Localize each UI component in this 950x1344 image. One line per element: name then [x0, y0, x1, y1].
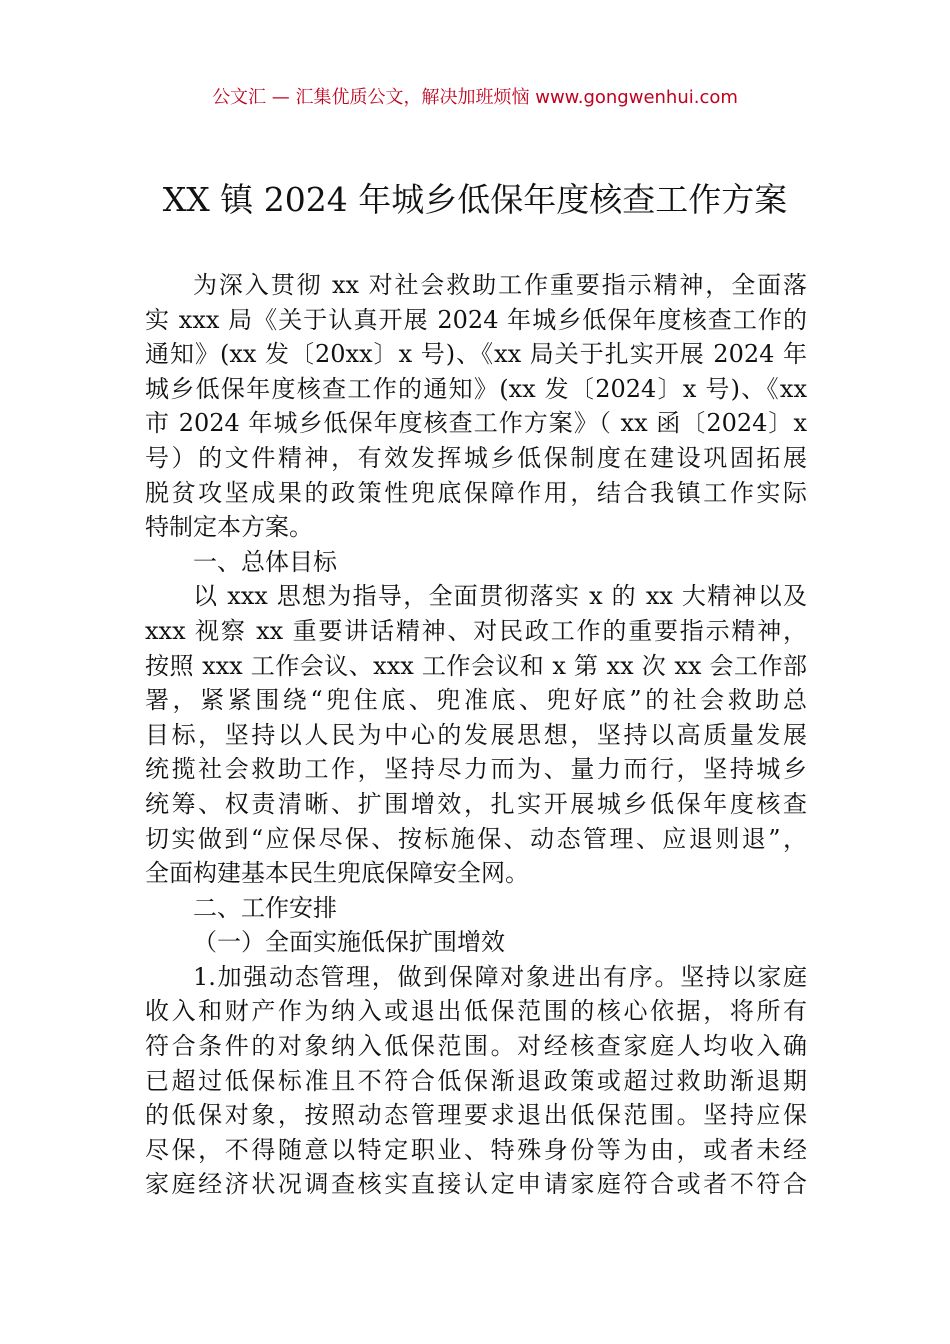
body-line: 通知》(xx 发〔20xx〕x 号)、《xx 局关于扎实开展 2024 年	[145, 340, 807, 369]
body-line: 全面构建基本民生兜底保障安全网。	[145, 859, 529, 888]
body-line: 实 xxx 局《关于认真开展 2024 年城乡低保年度核查工作的	[145, 305, 807, 334]
body-line: 统筹、权责清晰、扩围增效，扎实开展城乡低保年度核查	[145, 789, 807, 818]
body-line: 统揽社会救助工作，坚持尽力而为、量力而行，坚持城乡	[145, 755, 807, 784]
body-line: 按照 xxx 工作会议、xxx 工作会议和 x 第 xx 次 xx 会工作部	[145, 651, 807, 680]
body-line: 尽保，不得随意以特定职业、特殊身份等为由，或者未经	[145, 1135, 807, 1164]
body-line: 目标，坚持以人民为中心的发展思想，坚持以高质量发展	[145, 720, 807, 749]
body-line: 切实做到“应保尽保、按标施保、动态管理、应退则退”，	[145, 824, 807, 853]
body-line: 脱贫攻坚成果的政策性兜底保障作用，结合我镇工作实际	[145, 478, 807, 507]
body-line: 符合条件的对象纳入低保范围。对经核查家庭人均收入确	[145, 1032, 807, 1061]
body-line: 特制定本方案。	[145, 513, 313, 542]
document-body	[145, 268, 807, 1202]
body-line: 市 2024 年城乡低保年度核查工作方案》（ xx 函〔2024〕x	[145, 409, 807, 438]
body-line: 号）的文件精神，有效发挥城乡低保制度在建设巩固拓展	[145, 443, 807, 472]
body-line: 家庭经济状况调查核实直接认定申请家庭符合或者不符合	[145, 1170, 807, 1199]
body-line: 署，紧紧围绕“兜住底、兜准底、兜好底”的社会救助总	[145, 686, 807, 715]
document-title: XX 镇 2024 年城乡低保年度核查工作方案	[162, 180, 788, 219]
body-line: 的低保对象，按照动态管理要求退出低保范围。坚持应保	[145, 1101, 807, 1130]
body-line: 一、总体目标	[193, 547, 337, 576]
body-line: 城乡低保年度核查工作的通知》(xx 发〔2024〕x 号)、《xx	[145, 374, 807, 403]
body-line: 1.加强动态管理，做到保障对象进出有序。坚持以家庭	[193, 962, 807, 991]
body-line: 已超过低保标准且不符合低保渐退政策或超过救助渐退期	[145, 1066, 807, 1095]
body-line: 二、工作安排	[193, 893, 337, 922]
body-line: xxx 视察 xx 重要讲话精神、对民政工作的重要指示精神，	[145, 616, 807, 645]
site-banner: 公文汇 — 汇集优质公文，解决加班烦恼 www.gongwenhui.com	[212, 87, 738, 108]
body-line: 为深入贯彻 xx 对社会救助工作重要指示精神，全面落	[193, 271, 807, 299]
body-line: （一）全面实施低保扩围增效	[193, 928, 505, 957]
body-line: 以 xxx 思想为指导，全面贯彻落实 x 的 xx 大精神以及	[193, 582, 807, 611]
body-line: 收入和财产作为纳入或退出低保范围的核心依据，将所有	[145, 997, 807, 1026]
